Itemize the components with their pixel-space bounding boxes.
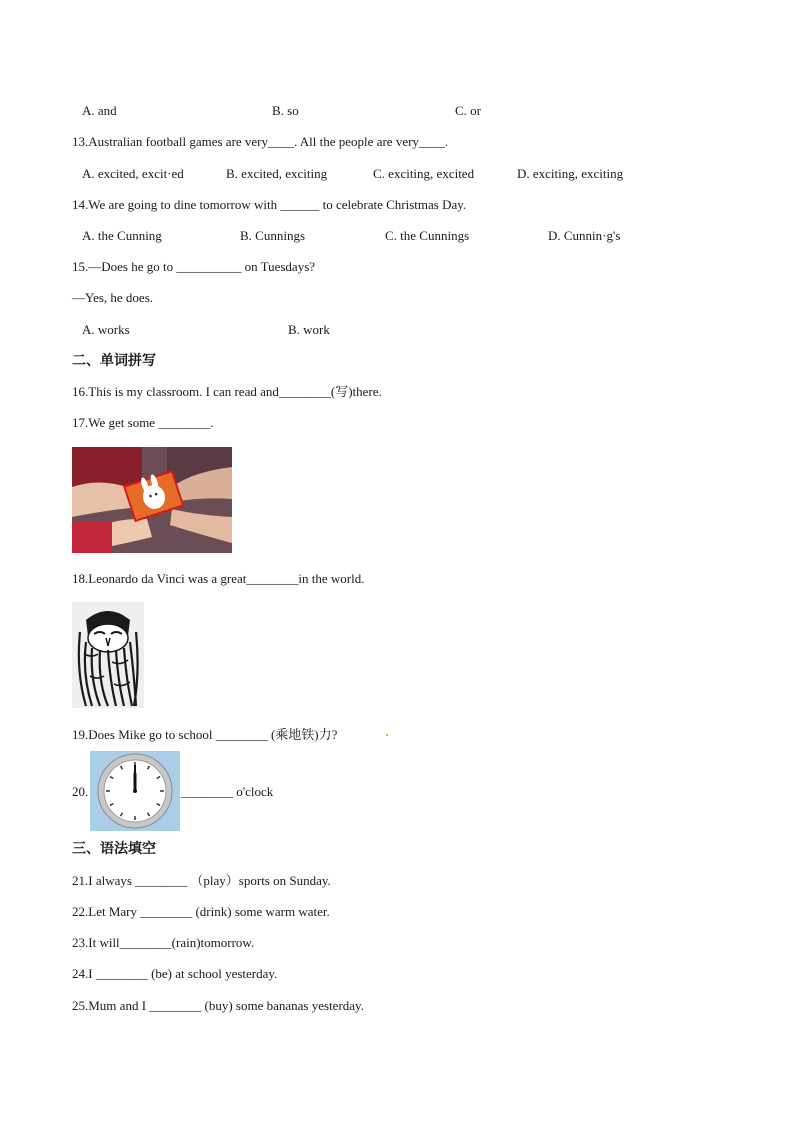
q16-stem: 16.This is my classroom. I can read and________(写)there. — [72, 384, 382, 399]
stray-dot — [386, 734, 388, 736]
q17-stem: 17.We get some ________. — [72, 415, 214, 430]
q19-stem: 19.Does Mike go to school ________ (乘地铁)力? — [72, 727, 338, 742]
q15-option-a: A. works — [82, 322, 130, 337]
q21-stem: 21.I always ________ （play）sports on Sunday. — [72, 873, 331, 888]
q24-stem: 24.I ________ (be) at school yesterday. — [72, 966, 278, 981]
q14-option-d: D. Cunnin·g's — [548, 228, 621, 243]
q13-option-a: A. excited, excit·ed — [82, 166, 184, 181]
q15-reply: —Yes, he does. — [72, 290, 154, 305]
q14-stem: 14.We are going to dine tomorrow with ______ to celebrate Christmas Day. — [72, 197, 467, 212]
q13-option-c: C. exciting, excited — [373, 166, 475, 181]
q13-option-b: B. excited, exciting — [226, 166, 328, 181]
q20-stem: ________ o'clock — [181, 784, 274, 799]
section-3-heading: 三、语法填空 — [72, 841, 156, 857]
q13-stem: 13.Australian football games are very____. All the people are very____. — [72, 134, 449, 149]
q14-option-a: A. the Cunning — [82, 228, 162, 243]
q12-option-a: A. and — [82, 103, 117, 118]
q14-option-b: B. Cunnings — [240, 228, 306, 243]
q15-stem: 15.—Does he go to __________ on Tuesdays? — [72, 259, 316, 274]
q22-stem: 22.Let Mary ________ (drink) some warm water. — [72, 904, 330, 919]
section-2-heading: 二、单词拼写 — [72, 353, 156, 369]
q18-stem: 18.Leonardo da Vinci was a great________in the world. — [72, 571, 365, 586]
q14-option-c: C. the Cunnings — [385, 228, 470, 243]
q12-option-c: C. or — [455, 103, 481, 118]
q20-number: 20. — [72, 784, 89, 799]
q13-option-d: D. exciting, exciting — [517, 166, 624, 181]
q15-option-b: B. work — [288, 322, 330, 337]
leonardo-portrait — [72, 602, 144, 708]
clock-image — [90, 751, 180, 831]
q25-stem: 25.Mum and I ________ (buy) some bananas yesterday. — [72, 998, 364, 1013]
red-envelope-photo — [72, 447, 232, 553]
q23-stem: 23.It will________(rain)tomorrow. — [72, 935, 255, 950]
q12-option-b: B. so — [272, 103, 299, 118]
